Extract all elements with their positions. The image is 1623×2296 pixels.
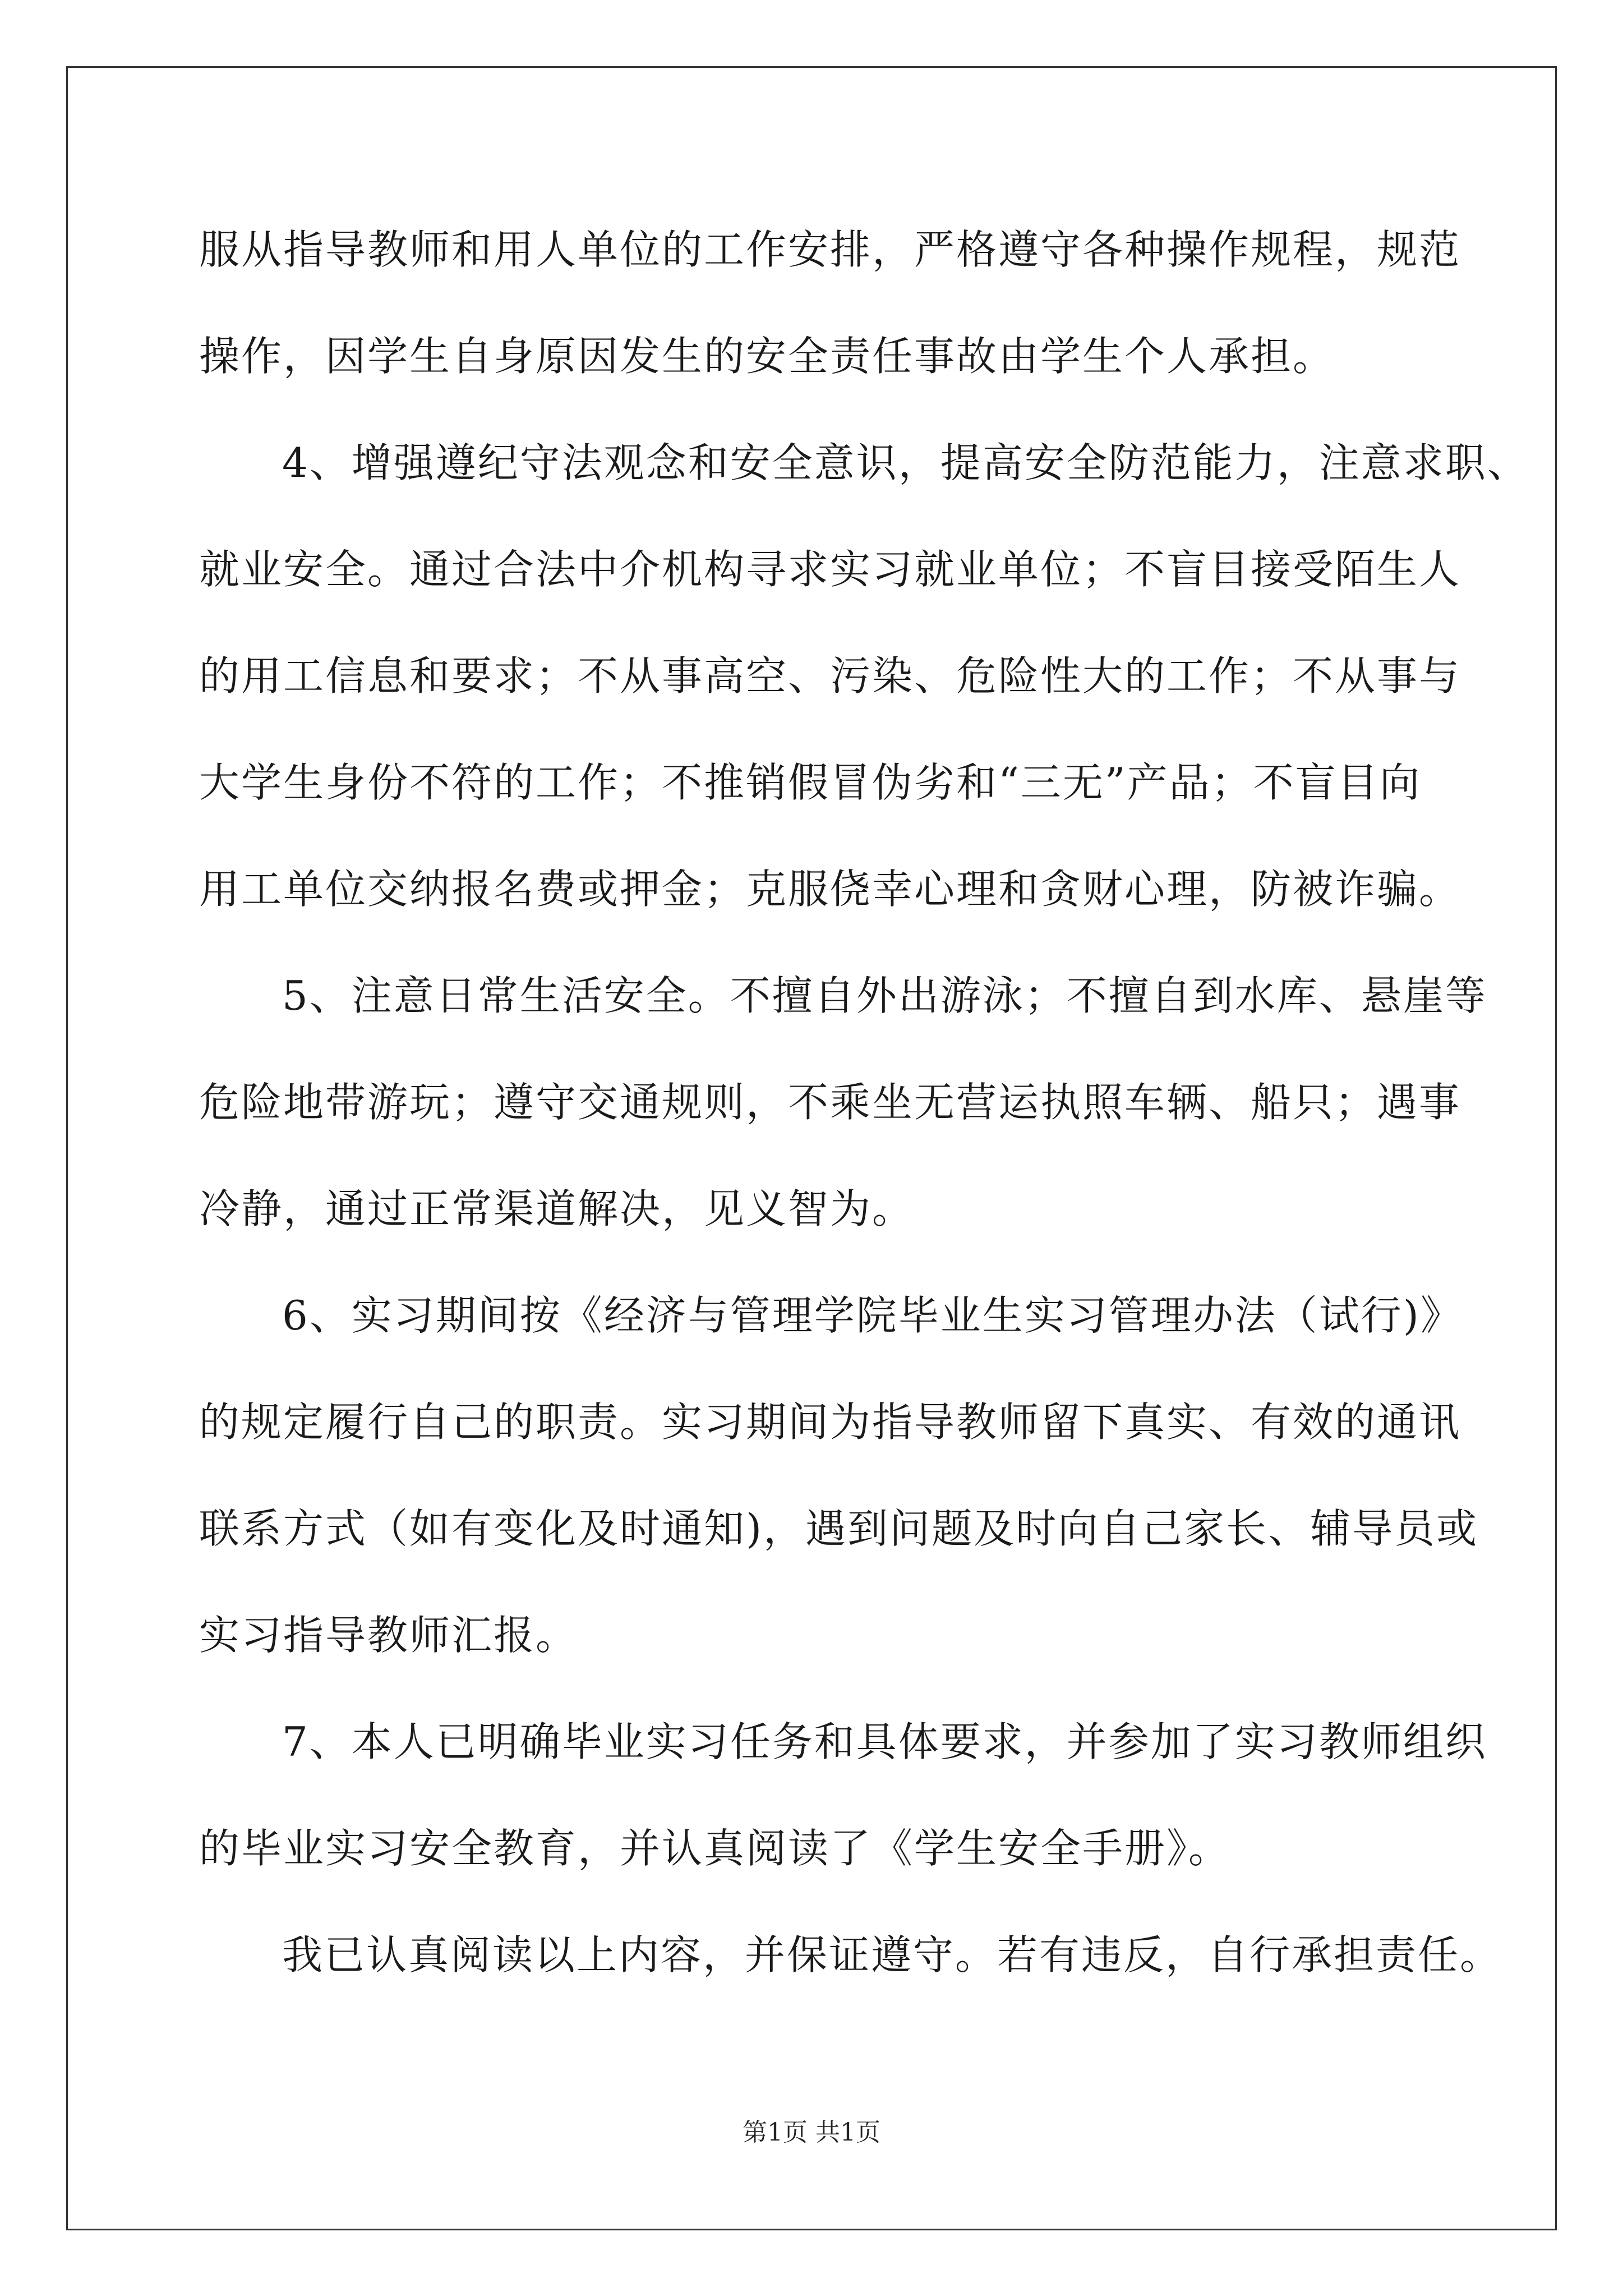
text-line: 的规定履行自己的职责。实习期间为指导教师留下真实、有效的通讯	[199, 1398, 1461, 1446]
text-line: 我已认真阅读以上内容，并保证遵守。若有违反，自行承担责任。	[282, 1931, 1502, 1978]
text-line: 的毕业实习安全教育，并认真阅读了《学生安全手册》。	[199, 1825, 1231, 1872]
text-line: 服从指导教师和用人单位的工作安排，严格遵守各种操作规程，规范	[199, 226, 1461, 273]
text-line: 实习指导教师汇报。	[199, 1612, 578, 1659]
document-body	[199, 216, 1529, 2028]
text-line: 7、本人已明确毕业实习任务和具体要求，并参加了实习教师组织	[282, 1718, 1487, 1765]
text-line: 联系方式（如有变化及时通知)，遇到问题及时向自己家长、辅导员或	[199, 1505, 1479, 1552]
text-line: 操作，因学生自身原因发生的安全责任事故由学生个人承担。	[199, 333, 1335, 380]
text-line: 就业安全。通过合法中介机构寻求实习就业单位；不盲目接受陌生人	[199, 546, 1461, 593]
text-line: 的用工信息和要求；不从事高空、污染、危险性大的工作；不从事与	[199, 652, 1461, 700]
text-line: 危险地带游玩；遵守交通规则，不乘坐无营运执照车辆、船只；遇事	[199, 1079, 1461, 1126]
text-line: 6、实习期间按《经济与管理学院毕业生实习管理办法（试行)》	[282, 1292, 1463, 1339]
text-line: 大学生身份不符的工作；不推销假冒伪劣和“三无”产品；不盲目向	[199, 759, 1422, 806]
text-line: 5、注意日常生活安全。不擅自外出游泳；不擅自到水库、悬崖等	[282, 972, 1487, 1019]
page-number-footer: 第1页 共1页	[743, 2118, 880, 2147]
text-line: 4、增强遵纪守法观念和安全意识，提高安全防范能力，注意求职、	[282, 439, 1529, 486]
text-line: 用工单位交纳报名费或押金；克服侥幸心理和贪财心理，防被诈骗。	[199, 866, 1461, 913]
text-line: 冷静，通过正常渠道解决，见义智为。	[199, 1185, 915, 1232]
